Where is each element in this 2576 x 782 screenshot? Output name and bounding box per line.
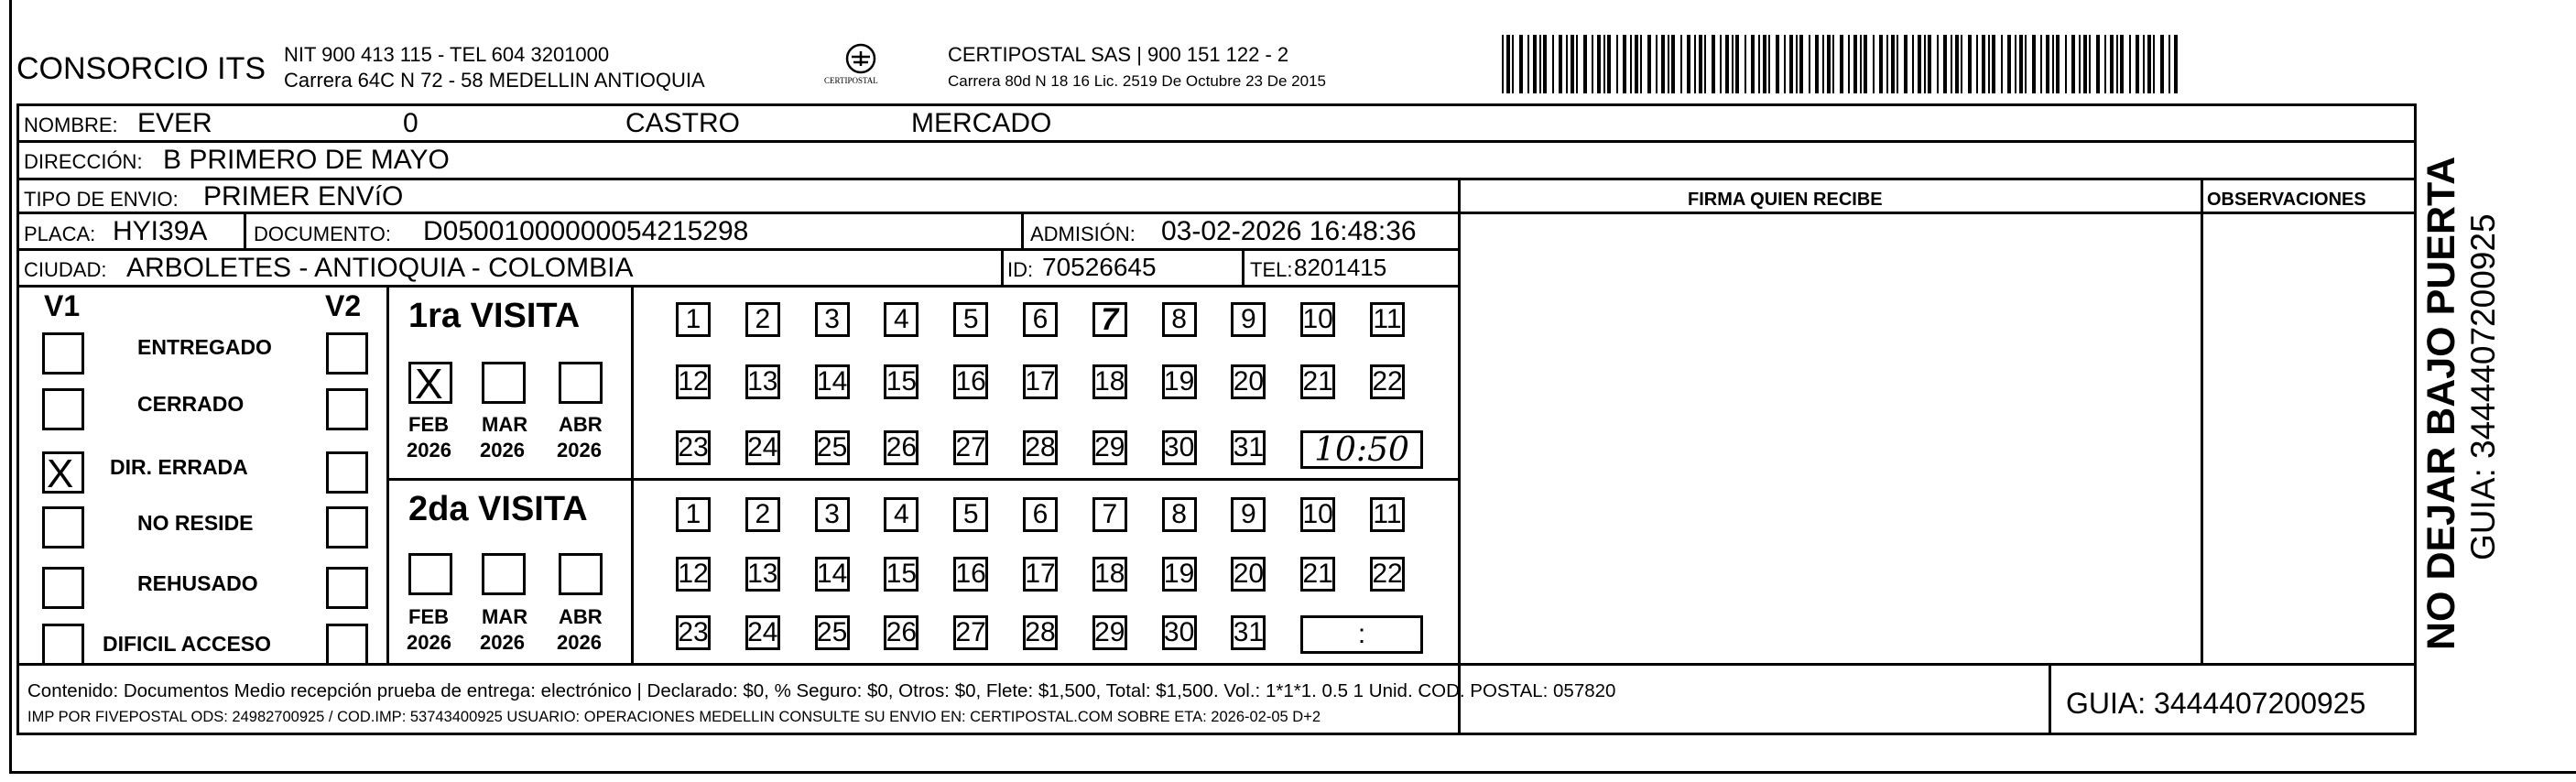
v2-checkbox <box>326 451 368 494</box>
month-label: ABR <box>559 605 603 628</box>
day-box: 16 <box>953 364 988 399</box>
day-box: 21 <box>1300 364 1335 399</box>
nombre-first: EVER <box>137 108 212 138</box>
day-box: 18 <box>1092 364 1127 399</box>
no-dejar-bajo-puerta: NO DEJAR BAJO PUERTA <box>2419 156 2463 650</box>
v1-checkbox <box>42 451 84 494</box>
day-box: 19 <box>1162 364 1197 399</box>
time-box: 10:50 <box>1300 430 1423 469</box>
nombre-mid: 0 <box>403 108 418 138</box>
nombre-last2: MERCADO <box>911 108 1052 138</box>
v2-checkbox <box>326 567 368 609</box>
month-checkbox <box>482 362 526 404</box>
day-box: 3 <box>815 497 850 532</box>
day-box: 2 <box>745 302 780 337</box>
footer-line1: Contenido: Documentos Medio recepción prueba de entrega: electrónico | Declarado: $0, % Seguro: $0, Otros: $0, Flete: $1,500, Total: $1,500. Vol.: 1*1*1. 0.5 1 Unid. COD. POSTAL: 057820 <box>27 680 1616 701</box>
placa-label: PLACA: <box>24 223 96 245</box>
day-box: 2 <box>745 497 780 532</box>
day-box: 27 <box>953 615 988 650</box>
day-box: 26 <box>884 430 918 465</box>
month-checkbox <box>408 360 452 407</box>
v1-checkbox <box>42 624 84 666</box>
footer-guia-divider <box>2049 663 2051 735</box>
day-box: 8 <box>1162 302 1197 337</box>
day-box: 31 <box>1231 430 1266 465</box>
month-checkbox <box>482 553 526 595</box>
day-box: 23 <box>676 615 711 650</box>
row-line <box>16 285 1461 288</box>
visit2-title: 2da VISITA <box>408 490 588 528</box>
certipostal-logo <box>817 42 905 90</box>
admision-value: 03-02-2026 16:48:36 <box>1161 216 1417 246</box>
day-box: 13 <box>745 557 780 592</box>
v1-checkbox <box>42 388 84 430</box>
month-label: MAR <box>482 413 528 436</box>
tipo-value: PRIMER ENVíO <box>203 181 404 212</box>
status-right-line <box>386 285 389 665</box>
table-top-line <box>16 103 2417 106</box>
id-label: ID: <box>1007 258 1034 281</box>
status-label: ENTREGADO <box>137 335 272 359</box>
tel-label: TEL: <box>1250 258 1293 281</box>
day-box: 30 <box>1162 615 1197 650</box>
month-checkbox <box>559 362 603 404</box>
row-line <box>16 178 2417 180</box>
day-box: 26 <box>884 615 918 650</box>
row-line <box>16 212 2417 214</box>
v2-label: V2 <box>325 289 362 322</box>
logo-text: CERTIPOSTAL <box>824 76 878 85</box>
day-box: 20 <box>1231 364 1266 399</box>
day-box: 1 <box>676 302 711 337</box>
day-box: 3 <box>815 302 850 337</box>
status-label: DIR. ERRADA <box>110 455 248 479</box>
day-box: 1 <box>676 497 711 532</box>
observaciones-left-line <box>2201 178 2203 663</box>
day-box: 14 <box>815 557 850 592</box>
placa-value: HYI39A <box>113 216 208 246</box>
status-label: DIFICIL ACCESO <box>103 632 272 656</box>
checkbox-mark: X <box>47 451 74 496</box>
footer-guia: GUIA: 3444407200925 <box>2066 687 2366 720</box>
day-box: 4 <box>884 497 918 532</box>
visit-separator-line <box>386 478 1461 481</box>
side-guia: GUIA: 3444407200925 <box>2464 213 2502 560</box>
year-label: 2026 <box>480 439 525 462</box>
day-box: 13 <box>745 364 780 399</box>
day-box: 28 <box>1023 615 1058 650</box>
day-box: 15 <box>884 364 918 399</box>
day-box: 12 <box>676 364 711 399</box>
v2-checkbox <box>326 506 368 548</box>
status-label: REHUSADO <box>137 571 258 595</box>
day-box: 9 <box>1231 302 1266 337</box>
direccion-value: B PRIMERO DE MAYO <box>163 145 450 175</box>
day-box: 7 <box>1092 497 1127 532</box>
day-box: 30 <box>1162 430 1197 465</box>
day-box: 4 <box>884 302 918 337</box>
documento-value: D05001000000054215298 <box>423 216 749 246</box>
cell-divider <box>1021 212 1024 248</box>
day-box: 29 <box>1092 615 1127 650</box>
day-box: 17 <box>1023 364 1058 399</box>
month-label: MAR <box>482 605 528 628</box>
day-box: 19 <box>1162 557 1197 592</box>
v2-checkbox <box>326 624 368 666</box>
footer-top-line <box>16 663 2417 666</box>
v2-checkbox <box>326 388 368 430</box>
day-box: 5 <box>953 302 988 337</box>
observaciones-label: OBSERVACIONES <box>2207 190 2366 210</box>
status-label: CERRADO <box>137 392 245 416</box>
v1-checkbox <box>42 506 84 548</box>
day-box: 20 <box>1231 557 1266 592</box>
year-label: 2026 <box>557 439 602 462</box>
direccion-label: DIRECCIÓN: <box>24 150 143 173</box>
license-line: Carrera 80d N 18 16 Lic. 2519 De Octubre 23 De 2015 <box>948 72 1326 90</box>
month-label: FEB <box>408 413 449 436</box>
day-box: 24 <box>745 430 780 465</box>
admision-label: ADMISIÓN: <box>1030 223 1136 245</box>
day-box: 27 <box>953 430 988 465</box>
day-box: 18 <box>1092 557 1127 592</box>
day-box: 25 <box>815 615 850 650</box>
month-mark: X <box>415 360 443 407</box>
nit-line: NIT 900 413 115 - TEL 604 3201000 <box>284 43 610 66</box>
nombre-last1: CASTRO <box>625 108 741 138</box>
day-box: 10 <box>1300 497 1335 532</box>
ciudad-value: ARBOLETES - ANTIOQUIA - COLOMBIA <box>126 253 634 283</box>
day-box: 25 <box>815 430 850 465</box>
day-box: 10 <box>1300 302 1335 337</box>
v1-checkbox <box>42 567 84 609</box>
table-right-line <box>2414 103 2417 735</box>
day-box: 17 <box>1023 557 1058 592</box>
nombre-label: NOMBRE: <box>24 114 118 136</box>
day-box: 11 <box>1370 497 1405 532</box>
day-box: 24 <box>745 615 780 650</box>
month-checkbox <box>408 553 452 595</box>
cell-divider <box>244 212 246 248</box>
tel-value: 8201415 <box>1294 254 1387 281</box>
id-value: 70526645 <box>1042 253 1157 281</box>
day-box: 8 <box>1162 497 1197 532</box>
day-box: 7 <box>1092 302 1127 337</box>
day-box: 14 <box>815 364 850 399</box>
month-label: FEB <box>408 605 449 628</box>
day-box: 22 <box>1370 557 1405 592</box>
row-line <box>16 140 2417 143</box>
table-left-line <box>16 103 19 735</box>
day-box: 12 <box>676 557 711 592</box>
signature-left-line <box>1458 178 1461 733</box>
documento-label: DOCUMENTO: <box>254 223 391 245</box>
table-bottom-line <box>16 733 2417 735</box>
day-box: 23 <box>676 430 711 465</box>
day-box: 15 <box>884 557 918 592</box>
month-label: ABR <box>559 413 603 436</box>
year-label: 2026 <box>407 439 451 462</box>
v1-label: V1 <box>44 289 81 322</box>
tipo-label: TIPO DE ENVIO: <box>24 188 179 211</box>
day-box: 29 <box>1092 430 1127 465</box>
time-box: : <box>1300 615 1423 654</box>
v2-checkbox <box>326 332 368 375</box>
visit1-title: 1ra VISITA <box>408 297 581 335</box>
cell-divider <box>1242 248 1245 285</box>
firma-label: FIRMA QUIEN RECIBE <box>1688 190 1883 210</box>
day-box: 11 <box>1370 302 1405 337</box>
day-box: 22 <box>1370 364 1405 399</box>
year-label: 2026 <box>407 631 451 654</box>
company-name: CONSORCIO ITS <box>16 51 266 86</box>
address-line: Carrera 64C N 72 - 58 MEDELLIN ANTIOQUIA <box>284 69 705 92</box>
day-box: 9 <box>1231 497 1266 532</box>
day-box: 16 <box>953 557 988 592</box>
day-box: 6 <box>1023 302 1058 337</box>
cell-divider <box>1001 248 1004 285</box>
bottom-edge-line <box>9 771 2576 774</box>
ciudad-label: CIUDAD: <box>24 258 107 281</box>
left-edge-line <box>9 0 12 771</box>
month-checkbox <box>559 553 603 595</box>
day-box: 6 <box>1023 497 1058 532</box>
day-box: 31 <box>1231 615 1266 650</box>
visit-divider-line <box>631 285 634 665</box>
year-label: 2026 <box>557 631 602 654</box>
certipostal-line: CERTIPOSTAL SAS | 900 151 122 - 2 <box>948 43 1289 66</box>
day-box: 21 <box>1300 557 1335 592</box>
footer-line2: IMP POR FIVEPOSTAL ODS: 24982700925 / COD.IMP: 53743400925 USUARIO: OPERACIONES MEDELLIN CONSULTE SU ENVIO EN: CERTIPOSTAL.COM SOBRE ETA: 2026-02-05 D+2 <box>27 709 1321 725</box>
day-box: 28 <box>1023 430 1058 465</box>
barcode <box>1502 35 2179 93</box>
day-box: 5 <box>953 497 988 532</box>
status-label: NO RESIDE <box>137 511 254 535</box>
year-label: 2026 <box>480 631 525 654</box>
v1-checkbox <box>42 332 84 375</box>
